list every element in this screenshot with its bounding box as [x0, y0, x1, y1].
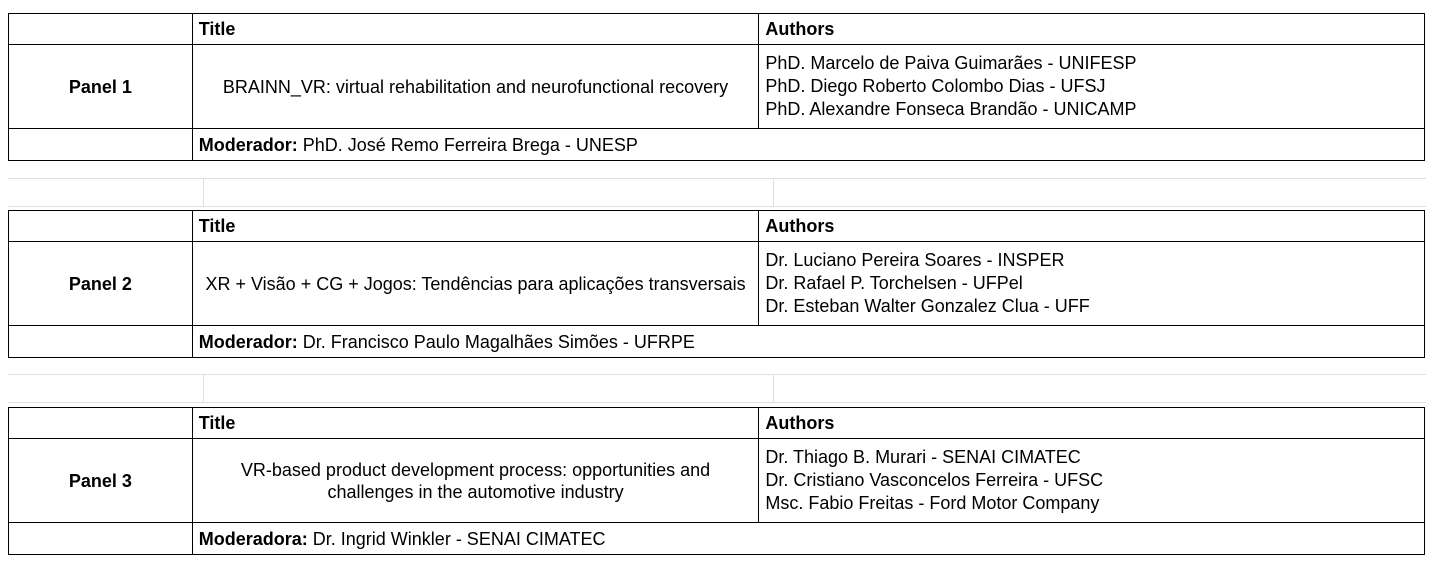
header-empty-cell — [9, 211, 193, 242]
author-line: Dr. Cristiano Vasconcelos Ferreira - UFSC — [765, 470, 1104, 490]
sheet-gridline — [8, 374, 1426, 375]
panel-table-3 — [8, 407, 1425, 555]
panel-title: BRAINN_VR: virtual rehabilitation and neurofunctional recovery — [192, 45, 759, 129]
sheet-gridline — [773, 374, 774, 402]
author-line: Dr. Esteban Walter Gonzalez Clua - UFF — [765, 296, 1090, 316]
moderator-label: Moderadora: — [198, 528, 308, 549]
panel-authors — [759, 439, 1425, 523]
header-row — [9, 14, 1425, 45]
sheet-gridline — [8, 178, 1426, 179]
sheet-gridline — [8, 206, 1426, 207]
moderator-name: PhD. José Remo Ferreira Brega - UNESP — [302, 134, 638, 155]
moderator-label: Moderador: — [198, 331, 298, 352]
panel-table-1 — [8, 13, 1425, 161]
sheet-gridline — [203, 374, 204, 402]
header-row — [9, 211, 1425, 242]
header-title: Title — [192, 211, 759, 242]
panel-title: XR + Visão + CG + Jogos: Tendências para aplicações transversais — [192, 242, 759, 326]
header-authors: Authors — [759, 408, 1425, 439]
author-line: Msc. Fabio Freitas - Ford Motor Company — [765, 493, 1100, 513]
header-title: Title — [192, 14, 759, 45]
sheet-gridline — [8, 402, 1426, 403]
header-title: Title — [192, 408, 759, 439]
moderator-row — [9, 523, 1425, 555]
author-line: Dr. Thiago B. Murari - SENAI CIMATEC — [765, 447, 1081, 467]
header-authors: Authors — [759, 14, 1425, 45]
moderator-cell — [192, 523, 1424, 555]
author-line: Dr. Luciano Pereira Soares - INSPER — [765, 250, 1065, 270]
moderator-name: Dr. Ingrid Winkler - SENAI CIMATEC — [312, 528, 606, 549]
author-line: PhD. Diego Roberto Colombo Dias - UFSJ — [765, 76, 1106, 96]
panel-row — [9, 242, 1425, 326]
moderator-empty-cell — [9, 326, 193, 358]
panel-label: Panel 2 — [9, 242, 193, 326]
moderator-cell — [192, 129, 1424, 161]
sheet-gridline — [203, 178, 204, 206]
panel-row — [9, 45, 1425, 129]
moderator-row — [9, 129, 1425, 161]
panel-label: Panel 3 — [9, 439, 193, 523]
panel-authors — [759, 242, 1425, 326]
moderator-empty-cell — [9, 129, 193, 161]
moderator-label: Moderador: — [198, 134, 298, 155]
moderator-row — [9, 326, 1425, 358]
panel-row — [9, 439, 1425, 523]
panel-authors — [759, 45, 1425, 129]
panel-table-2 — [8, 210, 1425, 358]
moderator-empty-cell — [9, 523, 193, 555]
header-empty-cell — [9, 14, 193, 45]
header-empty-cell — [9, 408, 193, 439]
author-line: PhD. Marcelo de Paiva Guimarães - UNIFESP — [765, 53, 1137, 73]
author-line: Dr. Rafael P. Torchelsen - UFPel — [765, 273, 1023, 293]
moderator-name: Dr. Francisco Paulo Magalhães Simões - UFRPE — [302, 331, 695, 352]
sheet-gridline — [773, 178, 774, 206]
panel-title: VR-based product development process: opportunities and challenges in the automotive industry — [192, 439, 759, 523]
header-row — [9, 408, 1425, 439]
header-authors: Authors — [759, 211, 1425, 242]
moderator-cell — [192, 326, 1424, 358]
panel-label: Panel 1 — [9, 45, 193, 129]
author-line: PhD. Alexandre Fonseca Brandão - UNICAMP — [765, 99, 1137, 119]
